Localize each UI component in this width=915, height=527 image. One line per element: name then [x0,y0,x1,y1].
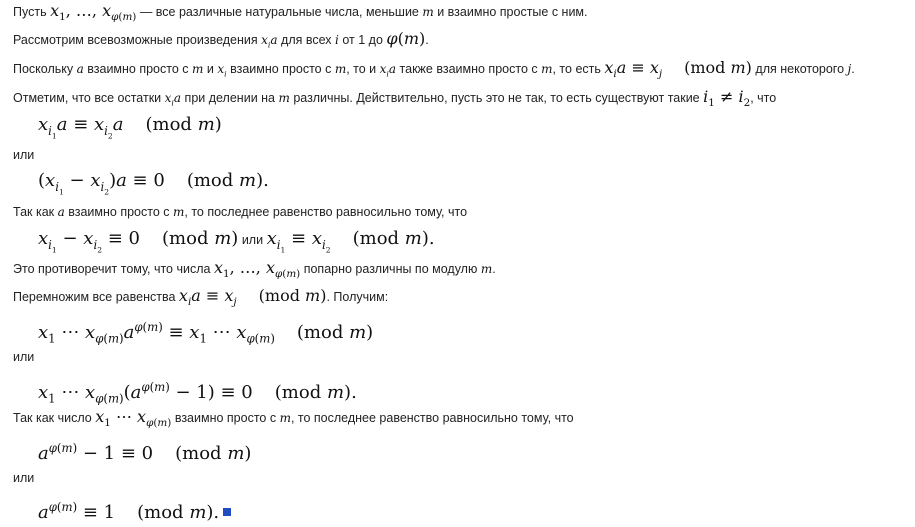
display-equation-4: $x_1$ ⋯ $x_{\varphi(m)}a^{\varphi(m)} \equiv x_1$ ⋯ $x_{\varphi(m)}$ (mod m) [38,320,374,346]
display-equation-7: $a^{\varphi(m)} \equiv 1$ (mod m). [38,494,231,526]
display-equation-5: $x_1$ ⋯ $x_{\varphi(m)}(a^{\varphi(m)} - 1) \equiv 0$ (mod m). [38,380,357,406]
or-label-1: или [13,148,35,162]
display-equation-2: $(x_{i_1} - x_{i_2})a \equiv 0$ (mod m). [38,170,269,196]
line-10: Перемножим все равенства $x_ia \equiv x_j$ (mod m). Получим: [13,286,389,309]
display-equation-1: $x_{i_1}a \equiv x_{i_2}a$ (mod m) [38,114,222,140]
formula-xia-congruent-xj: $x_ia \equiv x_j$ (mod m) [604,58,752,81]
display-equation-6: $a^{\varphi(m)} - 1 \equiv 0$ (mod m) [38,441,252,464]
line-7: Так как a взаимно просто с m, то последнее равенство равносильно тому, что [13,205,468,219]
qed-square-icon [223,508,231,516]
formula-x-list: $x_1$, …, $x_{\varphi(m)}$ [50,1,137,24]
line-14: Так как число $x_1$ ⋯ $x_{\varphi(m)}$ взаимно просто с m, то последнее равенство равносильно тому, что [13,407,574,430]
line-9: Это противоречит тому, что числа $x_1$, …, $x_{\varphi(m)}$ попарно различны по модулю m. [13,258,496,281]
or-label-2: или [13,350,35,364]
line-4: Отметим, что все остатки $x_ia$ при делении на m различны. Действительно, пусть это не так, то есть существуют такие $i_1 \ne i_2$, что [13,87,777,110]
or-label-3: или [13,471,35,485]
formula-i1-neq-i2: $i_1 \ne i_2$ [703,87,751,110]
line-3: Поскольку a взаимно просто с m и $x_i$ взаимно просто с m, то и $x_ia$ также взаимно просто с m, то есть $x_ia \equiv x_j$ (mod m) для некоторого j. [13,58,855,81]
formula-xi-a: $x_ia$ [261,33,278,50]
line-1: Пусть $x_1$, …, $x_{\varphi(m)}$ — все различные натуральные числа, меньшие m и взаимно простые с ним. [13,1,588,24]
display-equation-3: $x_{i_1} - x_{i_2} \equiv 0$ (mod m) или $x_{i_1} \equiv x_{i_2}(mod$ m). [38,228,435,254]
line-2: Рассмотрим всевозможные произведения $x_ia$ для всех i от 1 до φ(m). [13,29,429,50]
formula-phi-m: φ(m) [386,29,426,48]
